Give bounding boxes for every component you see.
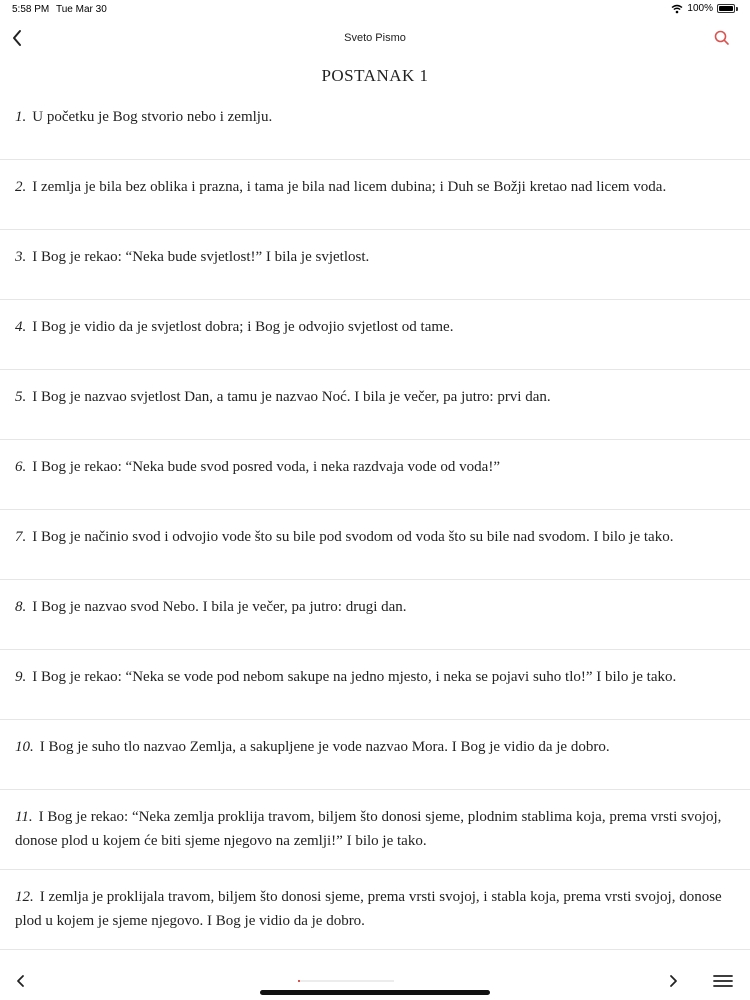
search-button[interactable]	[712, 28, 732, 48]
verse-item[interactable]	[0, 370, 750, 440]
verse-number: 6.	[15, 459, 27, 475]
previous-chapter-button[interactable]	[12, 972, 30, 990]
verse-number: 1.	[15, 109, 27, 125]
verse-number: 5.	[15, 389, 27, 405]
verse-number: 12.	[15, 889, 34, 905]
status-indicators	[671, 3, 738, 14]
verse-number: 4.	[15, 319, 27, 335]
verse-text: I Bog je nazvao svod Nebo. I bila je večer, pa jutro: drugi dan.	[32, 599, 407, 615]
verse-item[interactable]	[0, 90, 750, 160]
battery-tip	[736, 7, 738, 11]
verse-list	[0, 90, 750, 950]
verse-text: I zemlja je bila bez oblika i prazna, i tama je bila nad licem dubina; i Duh se Božji kretao nad licem voda.	[32, 179, 667, 195]
verse-text: I Bog je načinio svod i odvojio vode što su bile pod svodom od voda što su bile nad svodom. I bilo je tako.	[32, 529, 674, 545]
verse-text: I Bog je nazvao svjetlost Dan, a tamu je nazvao Noć. I bila je večer, pa jutro: prvi dan.	[32, 389, 551, 405]
status-date: Tue Mar 30	[56, 4, 107, 15]
status-bar	[0, 0, 750, 20]
verse-item[interactable]	[0, 790, 750, 870]
verse-item[interactable]	[0, 870, 750, 950]
chapter-title: POSTANAK 1	[321, 66, 429, 85]
verse-number: 11.	[15, 809, 33, 825]
verse-text: U početku je Bog stvorio nebo i zemlju.	[32, 109, 273, 125]
verse-number: 9.	[15, 669, 27, 685]
verse-item[interactable]	[0, 650, 750, 720]
verse-number: 10.	[15, 739, 34, 755]
verse-item[interactable]	[0, 160, 750, 230]
reading-progress-bar	[298, 980, 394, 982]
verse-number: 8.	[15, 599, 27, 615]
verse-item[interactable]	[0, 580, 750, 650]
verse-text: I zemlja je proklijala travom, biljem što donosi sjeme, prema vrsti svojoj, i stabla koja, prema vrsti svojoj, donose plod u kojem je sjeme njegovo. I Bog je vidio da je dobro.	[15, 889, 722, 929]
verse-text: I Bog je rekao: “Neka zemlja proklija travom, biljem što donosi sjeme, plodnim stablima koja, prema vrsti svojoj, donose plod u kojem će biti sjeme njegovo na zemlji!” I bilo je tako.	[15, 809, 722, 849]
menu-button[interactable]	[712, 972, 734, 990]
verse-text: I Bog je suho tlo nazvao Zemlja, a sakupljene je vode nazvao Mora. I Bog je vidio da je dobro.	[39, 739, 610, 755]
verse-text: I Bog je rekao: “Neka bude svjetlost!” I bila je svjetlost.	[32, 249, 370, 265]
verse-number: 3.	[15, 249, 27, 265]
battery-percentage: 100%	[687, 3, 713, 14]
verse-item[interactable]	[0, 720, 750, 790]
verse-item[interactable]	[0, 510, 750, 580]
nav-title: Sveto Pismo	[344, 32, 406, 44]
verse-number: 2.	[15, 179, 27, 195]
status-time: 5:58 PM	[12, 4, 50, 15]
verse-number: 7.	[15, 529, 27, 545]
reading-progress-fill	[298, 980, 300, 982]
verse-item[interactable]	[0, 440, 750, 510]
verse-text: I Bog je vidio da je svjetlost dobra; i Bog je odvojio svjetlost od tame.	[32, 319, 454, 335]
hamburger-menu-icon	[712, 972, 734, 990]
battery-icon	[717, 4, 735, 13]
verse-text: I Bog je rekao: “Neka se vode pod nebom sakupe na jedno mjesto, i neka se pojavi suho tlo!” I bilo je tako.	[32, 669, 677, 685]
navigation-bar	[0, 22, 750, 56]
verse-text: I Bog je rekao: “Neka bude svod posred voda, i neka razdvaja vode od voda!”	[32, 459, 500, 475]
home-indicator[interactable]	[260, 990, 490, 995]
search-icon	[712, 28, 732, 48]
verse-item[interactable]	[0, 300, 750, 370]
chevron-left-icon	[12, 972, 30, 990]
verse-item[interactable]	[0, 230, 750, 300]
next-chapter-button[interactable]	[664, 972, 682, 990]
wifi-icon	[671, 4, 683, 14]
chevron-right-icon	[664, 972, 682, 990]
